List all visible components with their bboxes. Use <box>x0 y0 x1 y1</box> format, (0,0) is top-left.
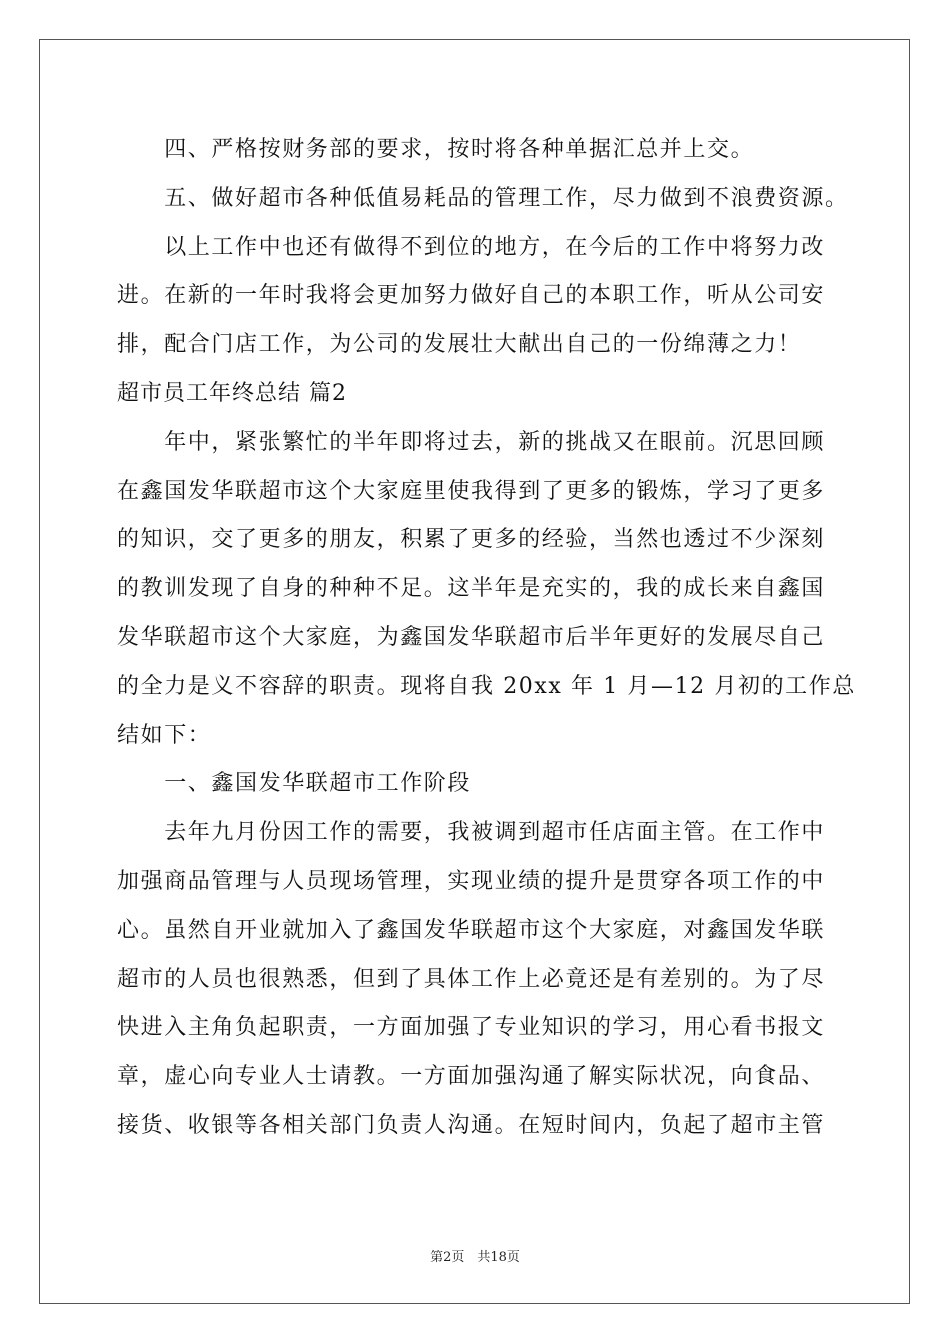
paragraph-line: 接货、收银等各相关部门负责人沟通。在短时间内，负起了超市主管 <box>117 1112 826 1138</box>
paragraph-line: 心。虽然自开业就加入了鑫国发华联超市这个大家庭，对鑫国发华联 <box>117 917 826 943</box>
subsection-heading: 一、鑫国发华联超市工作阶段 <box>117 771 472 797</box>
paragraph-line: 的教训发现了自身的种种不足。这半年是充实的，我的成长来自鑫国 <box>117 576 826 602</box>
paragraph-line: 去年九月份因工作的需要，我被调到超市任店面主管。在工作中 <box>117 820 826 846</box>
paragraph-line: 进。在新的一年时我将会更加努力做好自己的本职工作，听从公司安 <box>117 283 826 309</box>
paragraph-line: 五、做好超市各种低值易耗品的管理工作，尽力做到不浪费资源。 <box>117 185 849 211</box>
document-body <box>117 126 856 1151</box>
paragraph-line: 四、严格按财务部的要求，按时将各种单据汇总并上交。 <box>117 137 755 162</box>
paragraph-line: 的知识，交了更多的朋友，积累了更多的经验，当然也透过不少深刻 <box>117 527 826 553</box>
paragraph-line: 章，虚心向专业人士请教。一方面加强沟通了解实际状况，向食品、 <box>117 1064 826 1090</box>
paragraph-line: 发华联超市这个大家庭，为鑫国发华联超市后半年更好的发展尽自己 <box>117 624 826 650</box>
paragraph-line: 年中，紧张繁忙的半年即将过去，新的挑战又在眼前。沉思回顾 <box>117 429 826 455</box>
page-number: 第2页 共18页 <box>430 1250 520 1265</box>
paragraph-line: 在鑫国发华联超市这个大家庭里使我得到了更多的锻炼，学习了更多 <box>117 478 826 504</box>
paragraph-line: 结如下： <box>117 722 212 748</box>
paragraph-line: 以上工作中也还有做得不到位的地方，在今后的工作中将努力改 <box>117 234 826 260</box>
paragraph-line: 加强商品管理与人员现场管理，实现业绩的提升是贯穿各项工作的中 <box>117 868 826 894</box>
section-heading: 超市员工年终总结 篇2 <box>117 380 347 406</box>
paragraph-line: 快进入主角负起职责，一方面加强了专业知识的学习，用心看书报文 <box>117 1015 826 1041</box>
paragraph-line: 排，配合门店工作，为公司的发展壮大献出自己的一份绵薄之力！ <box>117 332 802 358</box>
paragraph-line: 超市的人员也很熟悉，但到了具体工作上必竟还是有差别的。为了尽 <box>117 966 826 992</box>
paragraph-line: 的全力是义不容辞的职责。现将自我 20xx 年 1 月—12 月初的工作总 <box>117 673 856 699</box>
